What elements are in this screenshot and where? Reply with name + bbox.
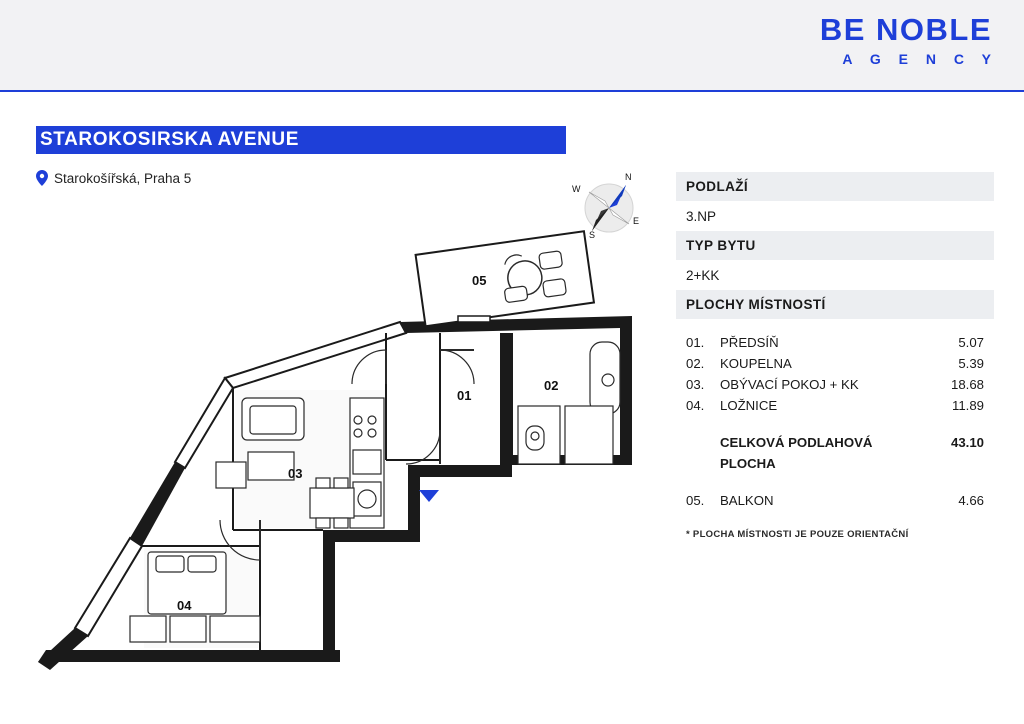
room-area-list	[676, 328, 994, 511]
plan-label-02: 02	[544, 378, 559, 393]
info-panel	[676, 172, 994, 540]
room-number: 01.	[686, 335, 705, 350]
page-title: STAROKOSIRSKA AVENUE	[40, 129, 300, 150]
unit-type-header: TYP BYTU	[676, 231, 994, 261]
total-area-value: 43.10	[950, 435, 984, 450]
compass-label-s: S	[589, 230, 596, 240]
room-area: 4.66	[958, 493, 984, 508]
room-number: 02.	[686, 356, 705, 371]
map-pin-icon	[36, 170, 48, 186]
address-line	[36, 170, 191, 186]
compass-label-e: E	[633, 216, 640, 226]
brand-name: BE NOBLE	[819, 12, 992, 47]
plan-label-03: 03	[288, 466, 303, 481]
list-item	[686, 490, 984, 511]
compass-label-w: W	[572, 184, 581, 194]
room-number: 05.	[686, 493, 705, 508]
total-area-row	[686, 432, 984, 474]
room-number: 03.	[686, 377, 705, 392]
room-area: 5.39	[958, 356, 984, 371]
list-item	[686, 353, 984, 374]
room-name: PŘEDSÍŇ	[720, 335, 779, 350]
room-number: 04.	[686, 398, 705, 413]
plan-label-05: 05	[472, 273, 487, 288]
page-header	[0, 0, 1024, 92]
list-item	[686, 395, 984, 416]
room-name: LOŽNICE	[720, 398, 778, 413]
room-areas-header: PLOCHY MÍSTNOSTÍ	[676, 290, 994, 320]
room-area: 5.07	[958, 335, 984, 350]
address-text: Starokošířská, Praha 5	[54, 170, 192, 186]
plan-label-01: 01	[457, 388, 472, 403]
brand-logo	[819, 12, 998, 67]
floor-value: 3.NP	[686, 209, 717, 224]
list-item	[686, 374, 984, 395]
brand-subtitle: A G E N C Y	[842, 50, 998, 67]
room-name: KOUPELNA	[720, 356, 792, 371]
entry-arrow-icon	[419, 490, 439, 502]
floorplan-drawing	[20, 230, 680, 680]
room-name: BALKON	[720, 493, 774, 508]
room-area: 18.68	[950, 377, 984, 392]
room-name: OBÝVACÍ POKOJ + KK	[720, 377, 859, 392]
list-item	[686, 332, 984, 353]
room-area: 11.89	[951, 398, 984, 413]
plan-label-04: 04	[177, 598, 192, 613]
floor-header: PODLAŽÍ	[676, 172, 994, 202]
plan-geometry	[38, 231, 632, 670]
area-disclaimer: * PLOCHA MÍSTNOSTI JE POUZE ORIENTAČNÍ	[686, 529, 909, 540]
compass-label-n: N	[625, 172, 632, 182]
unit-type-value: 2+KK	[686, 268, 720, 283]
total-area-label: CELKOVÁ PODLAHOVÁ PLOCHA	[720, 435, 873, 471]
